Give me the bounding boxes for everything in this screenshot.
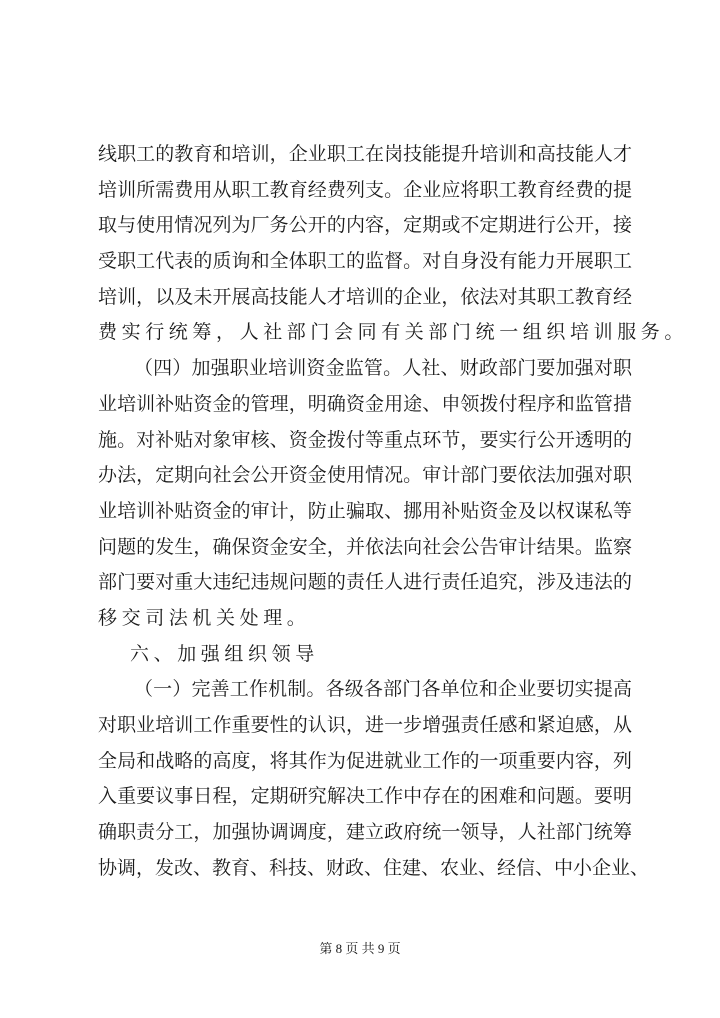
- paragraph-fund-supervision: [98, 351, 632, 637]
- text-line: 入重要议事日程，定期研究解决工作中存在的困难和问题。要明: [98, 785, 632, 808]
- text-line: 施。对补贴对象审核、资金拨付等重点环节，要实行公开透明的: [98, 428, 632, 451]
- text-line: 业培训补贴资金的审计，防止骗取、挪用补贴资金及以权谋私等: [98, 499, 632, 522]
- text-line: 受职工代表的质询和全体职工的监督。对自身没有能力开展职工: [98, 250, 632, 273]
- text-line: （一）完善工作机制。各级各部门各单位和企业要切实提高: [134, 678, 632, 701]
- text-line: 培训，以及未开展高技能人才培训的企业，依法对其职工教育经: [98, 285, 632, 308]
- text-line: 对职业培训工作重要性的认识，进一步增强责任感和紧迫感，从: [98, 714, 632, 736]
- document-body: [98, 137, 689, 886]
- text-line: 培训所需费用从职工教育经费列支。企业应将职工教育经费的提: [98, 178, 632, 201]
- text-line: 线职工的教育和培训，企业职工在岗技能提升培训和高技能人才: [98, 143, 632, 165]
- text-line: 业培训补贴资金的管理，明确资金用途、申领拨付程序和监管措: [98, 392, 632, 415]
- text-line: 确职责分工，加强协调调度，建立政府统一领导，人社部门统筹: [98, 821, 632, 844]
- text-line: （四）加强职业培训资金监管。人社、财政部门要加强对职: [134, 357, 632, 380]
- section-heading: 六、加强组织领导: [130, 642, 319, 665]
- text-line: 部门要对重大违纪违规问题的责任人进行责任追究，涉及违法的: [98, 571, 632, 594]
- text-line: 协调，发改、教育、科技、财政、住建、农业、经信、中小企业、: [98, 856, 650, 879]
- text-line: 费实行统筹，人社部门会同有关部门统一组织培训服务。: [98, 321, 689, 344]
- text-line: 移交司法机关处理。: [98, 606, 311, 629]
- text-line: 问题的发生，确保资金安全，并依法向社会公告审计结果。监察: [98, 535, 632, 558]
- text-line: 办法，定期向社会公开资金使用情况。审计部门要依法加强对职: [98, 464, 632, 487]
- paragraph-workers-education: [98, 137, 689, 351]
- page-number-footer: 第 8 页 共 9 页: [319, 941, 401, 956]
- text-line: 全局和战略的高度，将其作为促进就业工作的一项重要内容，列: [98, 749, 632, 772]
- paragraph-work-mechanism: [98, 672, 650, 886]
- text-line: 取与使用情况列为厂务公开的内容，定期或不定期进行公开，接: [98, 214, 632, 237]
